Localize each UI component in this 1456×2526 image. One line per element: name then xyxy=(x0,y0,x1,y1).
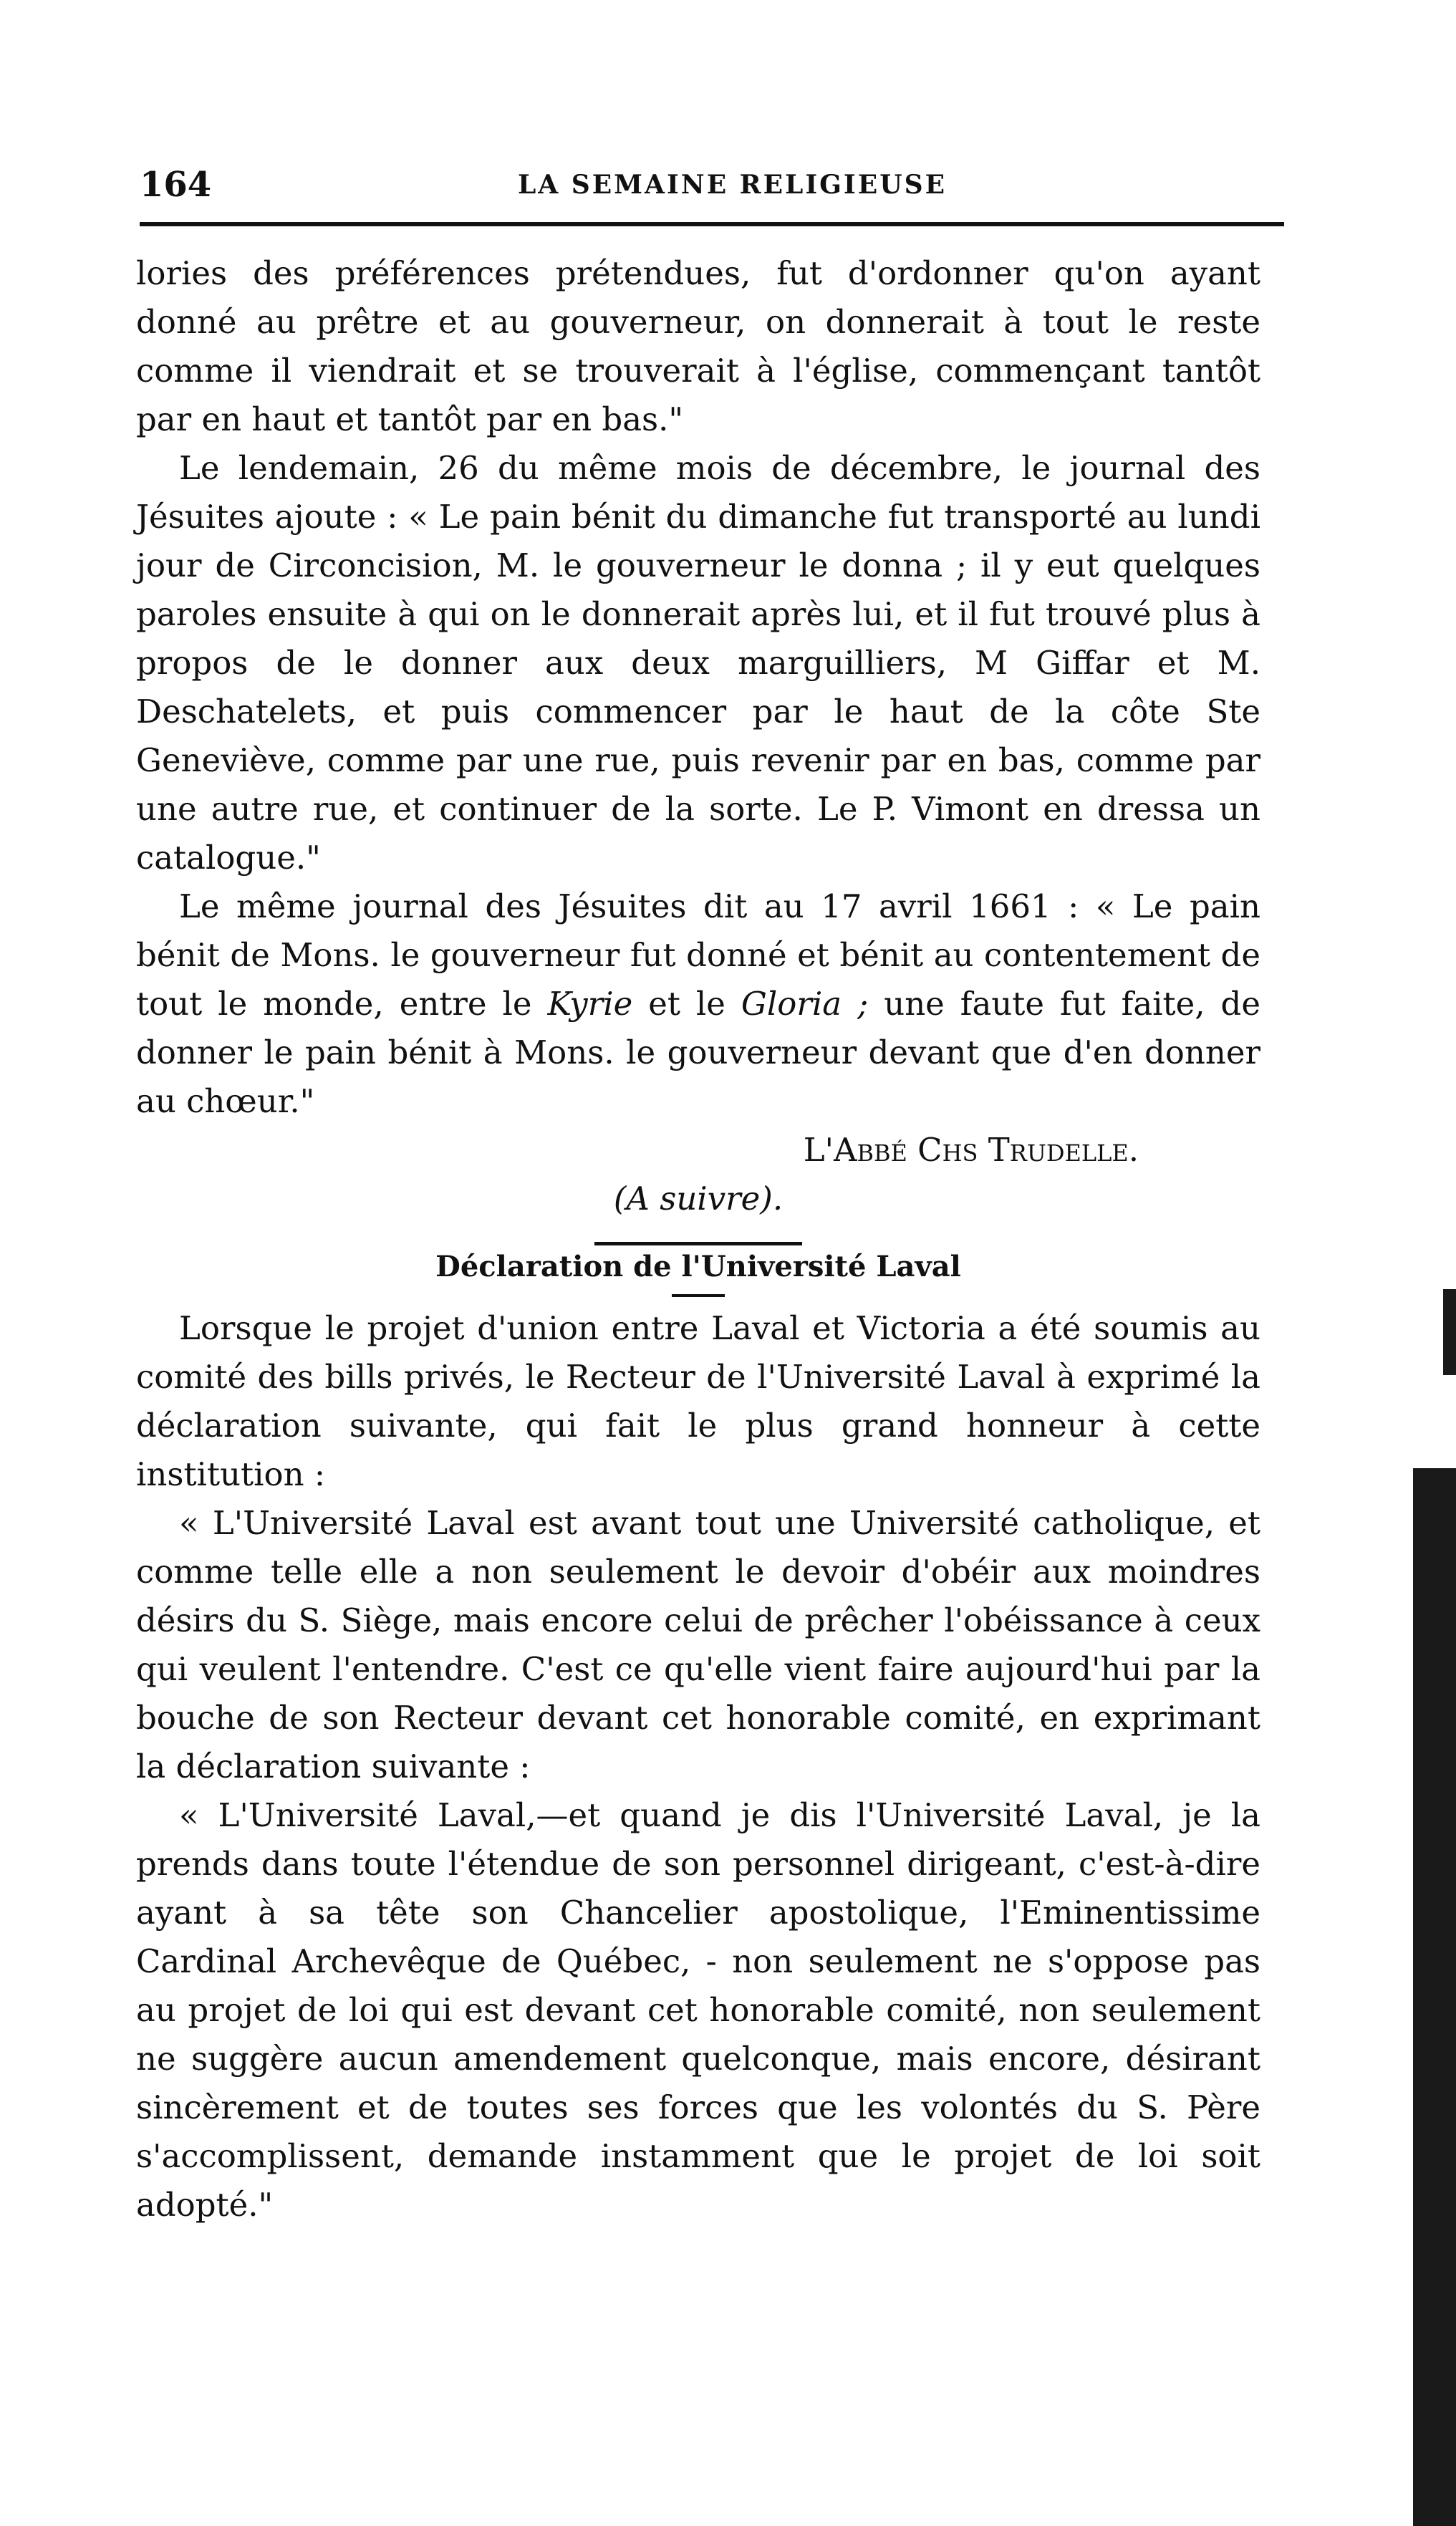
paragraph-universite-catholique: « L'Université Laval est avant tout une Université catholique, et comme telle elle a non seulement le devoir d'obéir aux moindres désirs du S. Siège, mais encore celui de prêcher l'obéissance à ceux qui veulent l'entendre. C'est ce qu'elle vient faire aujourd'hui par la bouche de son Recteur devant cet honorable comité, en exprimant la déclaration suivante : xyxy=(136,1504,1260,1785)
paragraph-meme-journal-end: une faute fut faite, de donner le pain bénit à Mons. le gouverneur devant que d'en donner au chœur." xyxy=(136,985,1260,1120)
title-underline xyxy=(672,1294,725,1297)
paragraph-meme-journal-start: Le même journal des Jésuites dit au 17 avril 1661 : « Le pain bénit de Mons. le gouverneur fut donné et bénit au contentement de tout le monde, entre le xyxy=(136,887,1260,1023)
header-rule xyxy=(140,222,1284,226)
body-text xyxy=(136,249,1260,2229)
paragraph-lendemain: Le lendemain, 26 du même mois de décembre, le journal des Jésuites ajoute : « Le pain bénit du dimanche fut transporté au lundi jour de Circoncision, M. le gouverneur le donna ; il y eut quelques paroles ensuite à qui on le donnerait après lui, et il fut trouvé plus à propos de le donner aux deux marguilliers, M Giffar et M. Deschatelets, et puis commencer par le haut de la côte Ste Geneviève, comme par une rue, puis revenir par en bas, comme par une autre rue, et continuer de la sorte. Le P. Vimont en dressa un catalogue." xyxy=(136,449,1260,877)
to-be-continued: (A suivre). xyxy=(613,1180,784,1218)
running-head: LA SEMAINE RELIGIEUSE xyxy=(517,170,948,200)
page-number: 164 xyxy=(140,165,212,205)
page-header xyxy=(140,163,1282,206)
paragraph-declaration: « L'Université Laval,—et quand je dis l'Université Laval, je la prends dans toute l'étendue de son personnel dirigeant, c'est-à-dire ayant à sa tête son Chancelier apostolique, l'Eminentissime Cardinal Archevêque de Québec, - non seulement ne s'oppose pas au projet de loi qui est devant cet honorable comité, non seulement ne suggère aucun amendement quelconque, mais encore, désirant sincèrement et de toutes ses forces que les volontés du S. Père s'accomplissent, demande instamment que le projet de loi soit adopté." xyxy=(136,1796,1260,2224)
paragraph-meme-journal-mid: et le xyxy=(632,985,741,1023)
paragraph-continuation: lories des préférences prétendues, fut d'ordonner qu'on ayant donné au prêtre et au gouverneur, on donnerait à tout le reste comme il viendrait et se trouverait à l'église, commençant tantôt par en haut et tantôt par en bas." xyxy=(136,254,1260,438)
kyrie-term: Kyrie xyxy=(547,985,633,1023)
author-signature: L'Abbé Chs Trudelle. xyxy=(803,1131,1139,1169)
paragraph-lorsque: Lorsque le projet d'union entre Laval et Victoria a été soumis au comité des bills privés, le Recteur de l'Université Laval à exprimé la déclaration suivante, qui fait le plus grand honneur à cette institution : xyxy=(136,1309,1260,1493)
scan-edge-shadow xyxy=(1413,1468,1456,2526)
scan-edge-mark xyxy=(1443,1289,1456,1375)
section-title: Déclaration de l'Université Laval xyxy=(435,1250,961,1283)
gloria-term: Gloria ; xyxy=(741,985,869,1023)
paragraph-meme-journal xyxy=(136,882,1260,1126)
